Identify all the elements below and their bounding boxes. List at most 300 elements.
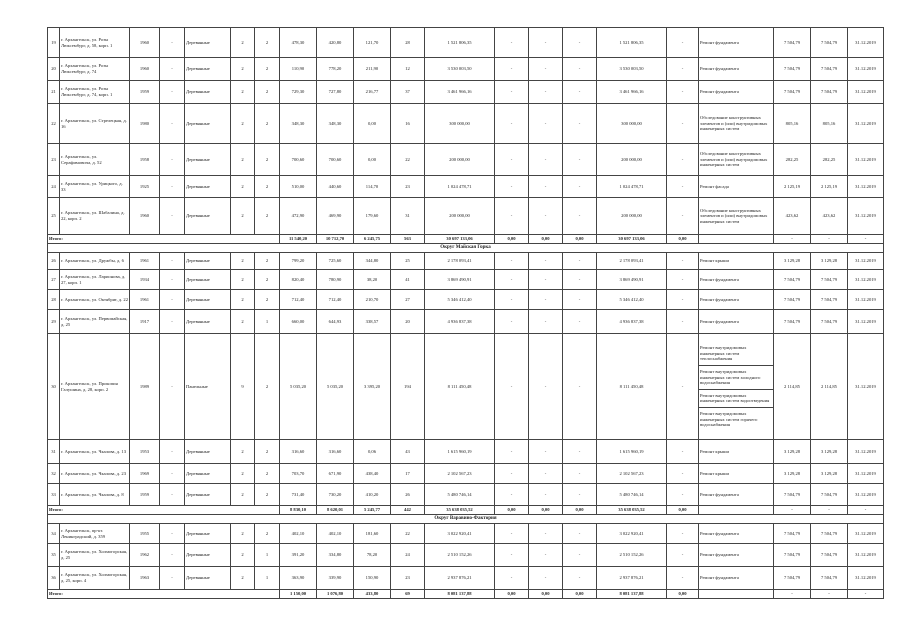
- district-section-row: [48, 515, 884, 524]
- house-address: г. Архангельск, ул. Первомайская, д. 25: [60, 310, 130, 334]
- row-number: 24: [48, 176, 60, 198]
- residents-count: 24: [391, 544, 425, 567]
- residents-count: 25: [391, 253, 425, 270]
- works-empty: [699, 506, 774, 515]
- build-year: 1960: [130, 28, 160, 58]
- completion-date: 31.12.2019: [848, 544, 884, 567]
- living-area: 644,93: [317, 310, 354, 334]
- living-area: 712,40: [317, 290, 354, 310]
- house-address: г. Архангельск, ул. Ларионова, д. 27, корп. 1: [60, 270, 130, 290]
- fund-2: -: [529, 28, 563, 58]
- commission-year: -: [160, 310, 185, 334]
- repair-work-type: Обследование конструктивных элементов и (или) внутридомовых инженерных систем: [700, 115, 768, 132]
- build-year: 1917: [130, 310, 160, 334]
- living-area: 727,80: [317, 81, 354, 104]
- row-number: 28: [48, 290, 60, 310]
- repair-work-type: Ремонт крыши: [700, 258, 729, 264]
- fund-4: 2 178 093,41: [597, 253, 667, 270]
- unit-cost-limit: 7 504,79: [811, 270, 848, 290]
- total-area: 391,20: [280, 544, 317, 567]
- unit-cost-limit: 7 504,79: [811, 544, 848, 567]
- unit-cost-limit: 7 504,79: [811, 310, 848, 334]
- unit-cost-limit: 282,25: [811, 144, 848, 176]
- repair-work-type: Ремонт фундамента: [700, 491, 739, 497]
- repair-works: [699, 544, 774, 567]
- wall-material: Деревянные: [185, 58, 231, 81]
- nonliving-area: 3 395,20: [354, 334, 391, 440]
- build-year: 1934: [130, 270, 160, 290]
- total-cost: 5 480 746,14: [425, 484, 495, 506]
- residents-count: 12: [391, 58, 425, 81]
- floors-count: 2: [231, 198, 255, 235]
- entrances-count: 2: [255, 81, 280, 104]
- house-address: г. Архангельск, ул. Шабалина, д. 22, корп. 2: [60, 198, 130, 235]
- total-cost: 2 510 152,26: [425, 544, 495, 567]
- floors-count: 2: [231, 524, 255, 544]
- nonliving-area: 0,06: [354, 440, 391, 464]
- fund-1: -: [495, 176, 529, 198]
- total-area: 472,90: [280, 198, 317, 235]
- housing-repair-program-table: [47, 27, 884, 599]
- floors-count: 2: [231, 290, 255, 310]
- fund-1: -: [495, 253, 529, 270]
- repair-work-type: Ремонт фундамента: [700, 66, 739, 72]
- table-row: [48, 464, 884, 484]
- build-year: 1989: [130, 334, 160, 440]
- repair-work-type: Ремонт крыши: [700, 448, 729, 454]
- fund-3: -: [563, 310, 597, 334]
- fund-3: -: [563, 334, 597, 440]
- entrances-count: 2: [255, 104, 280, 144]
- floors-count: 2: [231, 567, 255, 590]
- total-area: 348,30: [280, 104, 317, 144]
- nonliving-area: 344,80: [354, 253, 391, 270]
- fund-2: 0,00: [529, 506, 563, 515]
- total-cost: 35 638 035,52: [425, 506, 495, 515]
- fund-5: -: [667, 567, 699, 590]
- wall-material: Деревянные: [185, 310, 231, 334]
- repair-works: [699, 484, 774, 506]
- house-address: г. Архангельск, ул. Прокопия Галушина, д. 28, корп. 2: [60, 334, 130, 440]
- fund-2: -: [529, 81, 563, 104]
- house-address: г. Архангельск, ул. Розы Люксембург, д. 58, корп. 1: [60, 28, 130, 58]
- fund-3: -: [563, 484, 597, 506]
- fund-4: 5 346 412,40: [597, 290, 667, 310]
- fund-4: 200 000,00: [597, 198, 667, 235]
- total-cost: 1 024 478,71: [425, 176, 495, 198]
- build-year: 1925: [130, 176, 160, 198]
- completion-date: 31.12.2019: [848, 28, 884, 58]
- floors-count: 2: [231, 270, 255, 290]
- residents-count: 23: [391, 567, 425, 590]
- total-cost: 2 937 876,21: [425, 567, 495, 590]
- fund-5: -: [667, 104, 699, 144]
- wall-material: Деревянные: [185, 270, 231, 290]
- build-year: 1980: [130, 104, 160, 144]
- residents-count: 22: [391, 144, 425, 176]
- repair-works: [699, 176, 774, 198]
- living-area: 730,20: [317, 484, 354, 506]
- completion-date: 31.12.2019: [848, 334, 884, 440]
- living-area: 778,20: [317, 58, 354, 81]
- unit-cost-limit: 7 504,79: [811, 567, 848, 590]
- table-row: [48, 198, 884, 235]
- fund-2: -: [529, 567, 563, 590]
- table-row: [48, 144, 884, 176]
- completion-date: 31.12.2019: [848, 567, 884, 590]
- build-year: 1960: [130, 58, 160, 81]
- fund-4: 5 480 746,14: [597, 484, 667, 506]
- total-cost: 8 081 137,88: [425, 590, 495, 599]
- unit-cost-limit: 7 504,79: [811, 28, 848, 58]
- row-number: 20: [48, 58, 60, 81]
- row-number: 31: [48, 440, 60, 464]
- fund-2: -: [529, 253, 563, 270]
- fund-5: -: [667, 270, 699, 290]
- residents-count: 442: [391, 506, 425, 515]
- completion-date: 31.12.2019: [848, 144, 884, 176]
- district-name: Округ Майская Горка: [48, 244, 884, 253]
- table-row: [48, 310, 884, 334]
- commission-year: -: [160, 544, 185, 567]
- wall-material: Деревянные: [185, 176, 231, 198]
- fund-2: -: [529, 270, 563, 290]
- fund-5: 0,00: [667, 590, 699, 599]
- repair-work-type: Ремонт фундамента: [700, 276, 739, 282]
- unit-cost-limit: 2 114,85: [811, 334, 848, 440]
- table-row: [48, 58, 884, 81]
- fund-1: -: [495, 81, 529, 104]
- repair-work-type: Ремонт крыши: [700, 470, 729, 476]
- living-area: 440,60: [317, 176, 354, 198]
- repair-works: [699, 104, 774, 144]
- commission-year: -: [160, 270, 185, 290]
- living-area: 348,30: [317, 104, 354, 144]
- row-number: 33: [48, 484, 60, 506]
- total-area: 820,40: [280, 270, 317, 290]
- fund-5: -: [667, 28, 699, 58]
- fund-5: -: [667, 484, 699, 506]
- row-number: 23: [48, 144, 60, 176]
- commission-year: -: [160, 484, 185, 506]
- house-address: г. Архангельск, ул. Дружбы, д. 6: [60, 253, 130, 270]
- residents-count: 26: [391, 484, 425, 506]
- fund-2: -: [529, 440, 563, 464]
- floors-count: 2: [231, 310, 255, 334]
- house-address: г. Архангельск, ул. Чкалова, д. 13: [60, 440, 130, 464]
- total-area: 660,00: [280, 310, 317, 334]
- fund-4: 1 615 960,19: [597, 440, 667, 464]
- wall-material: Деревянные: [185, 81, 231, 104]
- commission-year: -: [160, 104, 185, 144]
- fund-2: -: [529, 524, 563, 544]
- fund-3: -: [563, 544, 597, 567]
- fund-4: 1 521 806,35: [597, 28, 667, 58]
- fund-4: 3 022 920,41: [597, 524, 667, 544]
- nonliving-area: 6 245,75: [354, 235, 391, 244]
- fund-5: -: [667, 81, 699, 104]
- floors-count: 2: [231, 544, 255, 567]
- fund-3: 0,00: [563, 506, 597, 515]
- completion-date: 31.12.2019: [848, 176, 884, 198]
- completion-date: 31.12.2019: [848, 198, 884, 235]
- floors-count: 2: [231, 484, 255, 506]
- total-area: 5 035,20: [280, 334, 317, 440]
- entrances-count: 2: [255, 176, 280, 198]
- total-area: 1 150,00: [280, 590, 317, 599]
- wall-material: Деревянные: [185, 567, 231, 590]
- completion-date: 31.12.2019: [848, 81, 884, 104]
- repair-work-type: Ремонт фундамента: [700, 530, 739, 536]
- unit-cost: 805,16: [774, 104, 811, 144]
- completion-date: 31.12.2019: [848, 104, 884, 144]
- nonliving-area: 211,90: [354, 58, 391, 81]
- unit-cost: 2 125,19: [774, 176, 811, 198]
- completion-date: 31.12.2019: [848, 464, 884, 484]
- entrances-count: 2: [255, 440, 280, 464]
- row-number: 22: [48, 104, 60, 144]
- floors-count: 2: [231, 176, 255, 198]
- house-address: г. Архангельск, ул. Серафимовича, д. 52: [60, 144, 130, 176]
- nonliving-area: 433,80: [354, 590, 391, 599]
- entrances-count: 2: [255, 144, 280, 176]
- living-area: 671,90: [317, 464, 354, 484]
- wall-material: Деревянные: [185, 440, 231, 464]
- living-area: 420,80: [317, 28, 354, 58]
- living-area: 339,90: [317, 567, 354, 590]
- house-address: г. Архангельск, ул. Урицкого, д. 33: [60, 176, 130, 198]
- unit-cost-limit: 7 504,79: [811, 58, 848, 81]
- nonliving-area: 114,70: [354, 176, 391, 198]
- fund-4: 3 869 490,91: [597, 270, 667, 290]
- wall-material: Деревянные: [185, 524, 231, 544]
- table-row: [48, 334, 884, 440]
- nonliving-area: 0,00: [354, 144, 391, 176]
- fund-4: 1 024 478,71: [597, 176, 667, 198]
- commission-year: -: [160, 524, 185, 544]
- fund-1: -: [495, 567, 529, 590]
- nonliving-area: 216,77: [354, 81, 391, 104]
- fund-4: 8 111 450,48: [597, 334, 667, 440]
- total-cost: 30 697 133,06: [425, 235, 495, 244]
- total-cost: 3 022 920,41: [425, 524, 495, 544]
- floors-count: 2: [231, 28, 255, 58]
- unit-cost: 282,25: [774, 144, 811, 176]
- residents-count: 22: [391, 524, 425, 544]
- total-cost: 8 111 450,48: [425, 334, 495, 440]
- unit-cost: 7 504,79: [774, 567, 811, 590]
- repair-work-type: Ремонт внутридомовых инженерных систем теплоснабжения: [699, 342, 773, 366]
- fund-4: 4 936 837,38: [597, 310, 667, 334]
- fund-2: -: [529, 310, 563, 334]
- unit-cost: 7 504,79: [774, 484, 811, 506]
- residents-count: 31: [391, 198, 425, 235]
- wall-material: Деревянные: [185, 144, 231, 176]
- row-number: 21: [48, 81, 60, 104]
- house-address: г. Архангельск, ул. Розы Люксембург, д. 74, корп. 1: [60, 81, 130, 104]
- house-address: г. Архангельск, пр-кт. Ленинградский, д. 359: [60, 524, 130, 544]
- unit-cost-limit: 7 504,79: [811, 290, 848, 310]
- entrances-count: 1: [255, 310, 280, 334]
- nonliving-area: 210,70: [354, 290, 391, 310]
- commission-year: -: [160, 290, 185, 310]
- subtotal-label: Итого:: [48, 590, 280, 599]
- build-year: 1958: [130, 144, 160, 176]
- total-area: 402,10: [280, 524, 317, 544]
- repair-work-type: Ремонт фундамента: [700, 552, 739, 558]
- house-address: г. Архангельск, ул. Холмогорская, д. 25: [60, 544, 130, 567]
- fund-1: -: [495, 144, 529, 176]
- residents-count: 23: [391, 176, 425, 198]
- repair-work-type: Ремонт фундамента: [700, 39, 739, 45]
- fund-3: -: [563, 198, 597, 235]
- commission-year: -: [160, 464, 185, 484]
- floors-count: 2: [231, 253, 255, 270]
- entrances-count: 2: [255, 464, 280, 484]
- house-address: г. Архангельск, ул. Холмогорская, д. 25, корп. 4: [60, 567, 130, 590]
- unit-cost: 3 129,28: [774, 253, 811, 270]
- nonliving-area: 0,00: [354, 104, 391, 144]
- living-area: 334,80: [317, 544, 354, 567]
- row-number: 29: [48, 310, 60, 334]
- living-area: 10 712,70: [317, 235, 354, 244]
- program-table-sheet: [47, 27, 876, 599]
- table-row: [48, 104, 884, 144]
- fund-5: -: [667, 58, 699, 81]
- unit-cost-limit: 2 125,19: [811, 176, 848, 198]
- unit-cost: 7 504,79: [774, 81, 811, 104]
- unit-cost-limit: 7 504,79: [811, 81, 848, 104]
- row-number: 19: [48, 28, 60, 58]
- fund-1: 0,00: [495, 235, 529, 244]
- residents-count: 41: [391, 270, 425, 290]
- living-area: 5 035,20: [317, 334, 354, 440]
- unit-cost: 7 504,79: [774, 544, 811, 567]
- residents-count: 16: [391, 104, 425, 144]
- fund-5: -: [667, 176, 699, 198]
- fund-3: -: [563, 176, 597, 198]
- wall-material: Деревянные: [185, 28, 231, 58]
- fund-3: 0,00: [563, 235, 597, 244]
- unit-cost: 7 504,79: [774, 524, 811, 544]
- repair-work-type: Ремонт фундамента: [700, 89, 739, 95]
- fund-4: 2 937 876,21: [597, 567, 667, 590]
- floors-count: 2: [231, 464, 255, 484]
- total-area: 729,30: [280, 81, 317, 104]
- fund-3: -: [563, 270, 597, 290]
- living-area: 780,90: [317, 270, 354, 290]
- table-row: [48, 81, 884, 104]
- table-row: [48, 484, 884, 506]
- fund-3: -: [563, 440, 597, 464]
- repair-works: [699, 567, 774, 590]
- fund-4: 30 697 133,06: [597, 235, 667, 244]
- subtotal-row: [48, 590, 884, 599]
- unit-cost: 7 504,79: [774, 58, 811, 81]
- fund-3: -: [563, 524, 597, 544]
- fund-2: 0,00: [529, 590, 563, 599]
- works-empty: [699, 590, 774, 599]
- entrances-count: 2: [255, 484, 280, 506]
- total-cost: 1 521 806,35: [425, 28, 495, 58]
- completion-date: 31.12.2019: [848, 290, 884, 310]
- fund-1: -: [495, 484, 529, 506]
- total-area: 712,40: [280, 290, 317, 310]
- house-address: г. Архангельск, ул. Чкалова, д. 8: [60, 484, 130, 506]
- total-cost: 200 000,00: [425, 144, 495, 176]
- fund-1: -: [495, 198, 529, 235]
- fund-1: -: [495, 334, 529, 440]
- residents-count: 194: [391, 334, 425, 440]
- floors-count: 2: [231, 440, 255, 464]
- total-cost: 2 102 567,23: [425, 464, 495, 484]
- total-area: 8 830,10: [280, 506, 317, 515]
- repair-work-type: Ремонт внутридомовых инженерных систем холодного водоснабжения: [699, 366, 773, 390]
- unit-cost-limit: -: [811, 590, 848, 599]
- fund-2: -: [529, 144, 563, 176]
- entrances-count: 2: [255, 270, 280, 290]
- fund-5: -: [667, 524, 699, 544]
- unit-cost: 3 129,28: [774, 464, 811, 484]
- completion-date: -: [848, 506, 884, 515]
- entrances-count: 2: [255, 198, 280, 235]
- total-cost: 200 000,00: [425, 198, 495, 235]
- unit-cost: 7 504,79: [774, 290, 811, 310]
- unit-cost-limit: 805,16: [811, 104, 848, 144]
- fund-3: -: [563, 28, 597, 58]
- fund-5: -: [667, 334, 699, 440]
- living-area: 725,60: [317, 253, 354, 270]
- fund-4: 300 000,00: [597, 104, 667, 144]
- build-year: 1969: [130, 464, 160, 484]
- fund-1: -: [495, 104, 529, 144]
- wall-material: Деревянные: [185, 484, 231, 506]
- build-year: 1959: [130, 81, 160, 104]
- fund-5: -: [667, 464, 699, 484]
- fund-4: 3 461 966,16: [597, 81, 667, 104]
- total-area: 478,30: [280, 28, 317, 58]
- house-address: г. Архангельск, ул. Чкалова, д. 23: [60, 464, 130, 484]
- unit-cost: 7 504,79: [774, 270, 811, 290]
- table-row: [48, 176, 884, 198]
- fund-2: -: [529, 334, 563, 440]
- commission-year: -: [160, 253, 185, 270]
- fund-2: -: [529, 544, 563, 567]
- fund-1: -: [495, 58, 529, 81]
- total-area: 700,60: [280, 144, 317, 176]
- table-row: [48, 28, 884, 58]
- row-number: 34: [48, 524, 60, 544]
- fund-2: -: [529, 290, 563, 310]
- nonliving-area: 5 245,77: [354, 506, 391, 515]
- fund-1: -: [495, 544, 529, 567]
- subtotal-row: [48, 506, 884, 515]
- unit-cost-limit: 3 129,28: [811, 464, 848, 484]
- total-cost: 300 000,00: [425, 104, 495, 144]
- unit-cost-limit: -: [811, 506, 848, 515]
- build-year: 1960: [130, 198, 160, 235]
- house-address: г. Архангельск, ул. Октябрят, д. 22: [60, 290, 130, 310]
- commission-year: -: [160, 144, 185, 176]
- unit-cost-limit: 7 504,79: [811, 484, 848, 506]
- build-year: 1961: [130, 290, 160, 310]
- fund-4: 2 510 152,26: [597, 544, 667, 567]
- living-area: 1 076,80: [317, 590, 354, 599]
- fund-3: -: [563, 144, 597, 176]
- fund-3: -: [563, 253, 597, 270]
- entrances-count: 2: [255, 253, 280, 270]
- total-area: 11 540,20: [280, 235, 317, 244]
